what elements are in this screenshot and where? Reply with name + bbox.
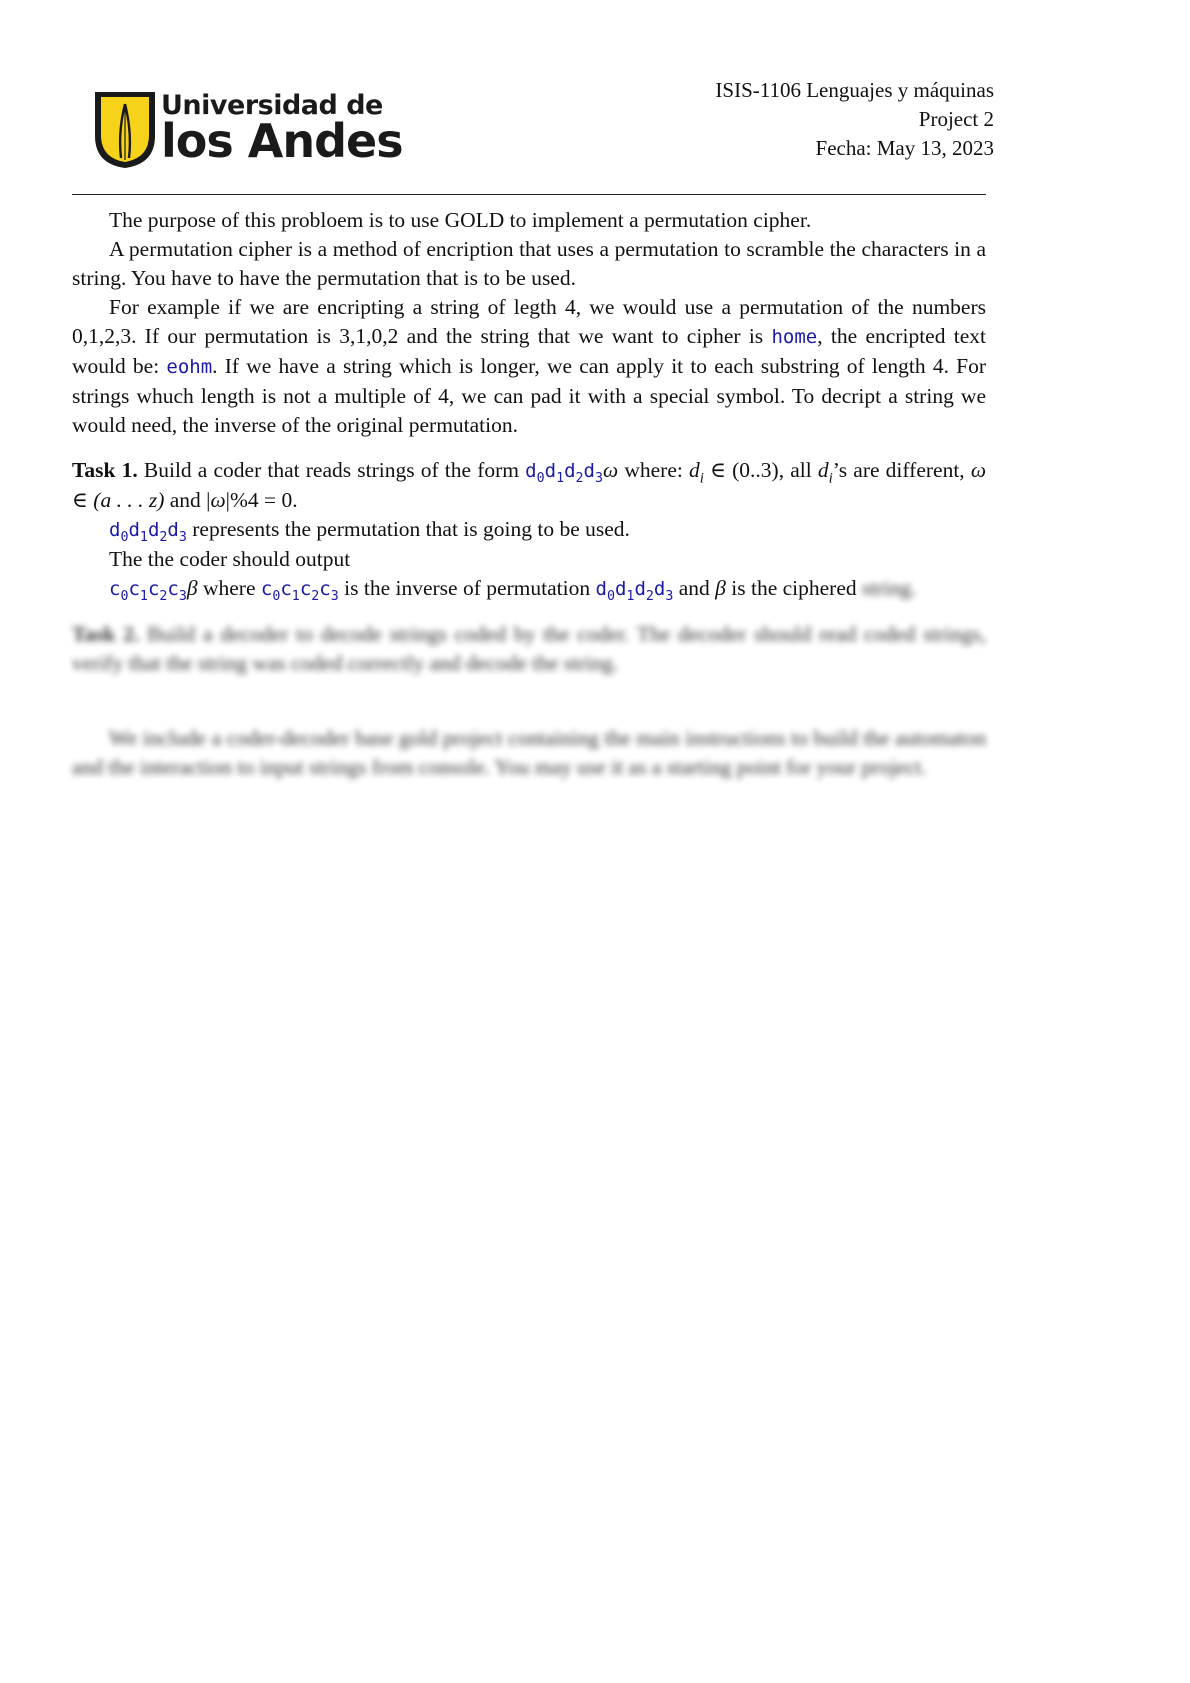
document-body (72, 206, 986, 782)
di-symbol: $d_i$ (688, 458, 704, 487)
header-divider (72, 194, 986, 195)
di-symbol-2: $d_i$ (817, 458, 833, 487)
intro-paragraph-3 (72, 293, 986, 440)
task1-line4-b: is the inverse of permutation (344, 576, 591, 600)
task1-line4-e: string. (862, 576, 917, 600)
code-eohm: eohm (166, 356, 213, 378)
closing-paragraph: We include a coder-decoder base gold project containing the main instructions to build the automaton and the interaction to input strings from console. You may use it as a starting point for your project. (72, 726, 986, 779)
inverse-code-c-2: $c_0c_1c_2c_3$ (260, 578, 339, 604)
university-shield-icon (93, 90, 157, 170)
task1-paragraph (72, 456, 986, 515)
project-title: Project 2 (918, 107, 994, 131)
date-line: Fecha: May 13, 2023 (815, 136, 994, 160)
perm-code-d-2: $d_0d_1d_2d_3$ (109, 519, 187, 545)
task2-label: Task 2. (72, 622, 140, 646)
document-header-info (715, 76, 994, 163)
omega-in-range: ω ∈ (a . . . z) (72, 458, 986, 512)
inverse-code-c: $c_0c_1c_2c_3$ (109, 578, 187, 604)
task1-line2-text: represents the permutation that is going to be used. (192, 517, 630, 541)
task1-line4-c: and (678, 576, 710, 600)
task2-text: Build a decoder to decode strings coded by the coder. The decoder should read coded strings, verify that the string was coded correctly and decode the string. (72, 622, 986, 675)
p3-text-a: For example if we are encripting a string of legth 4, we would use a permutation of the numbers 0,1,2,3. If our permutation is 3,1,0,2 and the string that we want to cipher is (72, 295, 986, 348)
task1-line4-a: where (202, 576, 256, 600)
task1-text-e: and | (164, 488, 211, 512)
task2-paragraph (72, 620, 986, 678)
p3-text-c: . If we have a string which is longer, we can apply it to each substring of length 4. For strings whuch length is not a multiple of 4, we can pad it with a special symbol. To decript a string we would need, the inverse of the original permutation. (72, 354, 986, 437)
logo-line1: Universidad de (161, 90, 383, 121)
intro-paragraph-1: The purpose of this probloem is to use GOLD to implement a permutation cipher. (109, 208, 812, 232)
task1-line4 (72, 574, 986, 604)
task1-text-c: ∈ (0..3), all (710, 458, 818, 482)
omega-length: ω (210, 488, 226, 512)
omega-symbol: ω (603, 458, 619, 482)
course-title: ISIS-1106 Lenguajes y máquinas (715, 78, 994, 102)
p3-text-b: , the encripted text would be: (72, 324, 986, 378)
task1-text-b: where: (618, 458, 689, 482)
intro-paragraph-2: A permutation cipher is a method of encription that uses a permutation to scramble the characters in a string. You have to have the permutation that is to be used. (72, 237, 986, 290)
task1-text-f: |%4 = 0. (225, 488, 298, 512)
perm-code-d-3: $d_0d_1d_2d_3$ (595, 578, 674, 604)
task1-text-a: Build a coder that reads strings of the form (143, 458, 526, 482)
blurred-section (72, 620, 986, 782)
code-home: home (771, 326, 818, 348)
perm-code-d: $d_0d_1d_2d_3$ (525, 460, 604, 486)
beta-symbol-2: β (715, 576, 726, 600)
logo-line2: los Andes (161, 114, 403, 168)
university-logo (93, 88, 403, 174)
task1-line3: The the coder should output (109, 547, 351, 571)
task1-label: Task 1. (72, 458, 138, 482)
task1-line4-d: is the ciphered (731, 576, 857, 600)
beta-symbol: β (186, 576, 198, 600)
task1-text-d: ’s are different, (832, 458, 971, 482)
task1-line2 (72, 515, 986, 545)
